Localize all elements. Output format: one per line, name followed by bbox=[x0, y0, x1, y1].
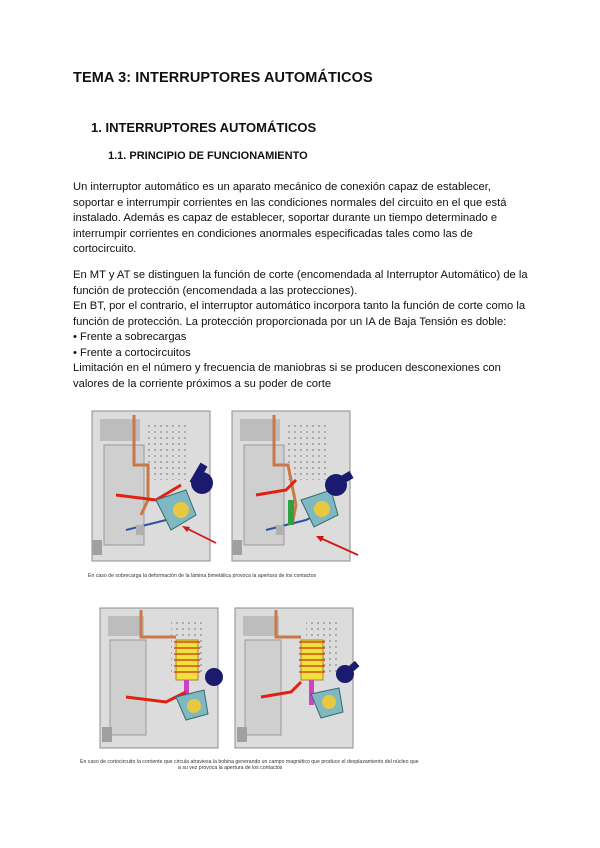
figure-shortcircuit-caption-line2: a su vez provoca la apertura de los contactos bbox=[178, 765, 283, 771]
paragraph-definition: Un interruptor automático es un aparato mecánico de conexión capaz de establecer, soportar e interrumpir corrientes en las condiciones normales del circuito en el que está instalado. Además es capaz de establecer, soportar durante un tiempo determinado e interrumpir corrientes en condiciones anormales especificadas tales como las de cortocircuito. bbox=[73, 181, 507, 255]
figure-overload-illustration bbox=[86, 405, 366, 570]
breaker-drawing-left bbox=[92, 411, 213, 561]
figure-overload-caption: En caso de sobrecarga la deformación de la lámina bimetálica provoca la apertura de los contactos bbox=[88, 573, 317, 579]
figure-shortcircuit-caption-line1: En caso de cortocircuito la corriente que circula atraviesa la bobina generando un campo magnético que produce el desplazamiento del núcleo que bbox=[80, 759, 419, 765]
bullet-overload: • Frente a sobrecargas bbox=[73, 331, 187, 343]
breaker-drawing-right bbox=[235, 608, 359, 748]
section-heading: 1. INTERRUPTORES AUTOMÁTICOS bbox=[91, 120, 317, 135]
document-title: TEMA 3: INTERRUPTORES AUTOMÁTICOS bbox=[73, 70, 373, 86]
paragraph-line: En MT y AT se distinguen la función de corte (encomendada al Interruptor Automático) de la función de protección (encomendada a las protecciones). bbox=[73, 269, 528, 297]
paragraph-line: En BT, por el contrario, el interruptor automático incorpora tanto la función de corte como la función de protección. La protección proporcionada por un IA de Baja Tensión es doble: bbox=[73, 300, 526, 328]
bullet-shortcircuit: • Frente a cortocircuitos bbox=[73, 346, 191, 359]
breaker-drawing-left bbox=[100, 608, 223, 748]
breaker-drawing-right bbox=[232, 411, 354, 561]
paragraph-line: Limitación en el número y frecuencia de maniobras si se producen desconexiones con valores de la corriente próximos a su poder de corte bbox=[73, 362, 501, 390]
paragraph-functions bbox=[73, 268, 533, 392]
figure-shortcircuit-illustration bbox=[96, 602, 366, 757]
subsection-heading: 1.1. PRINCIPIO DE FUNCIONAMIENTO bbox=[108, 150, 308, 162]
